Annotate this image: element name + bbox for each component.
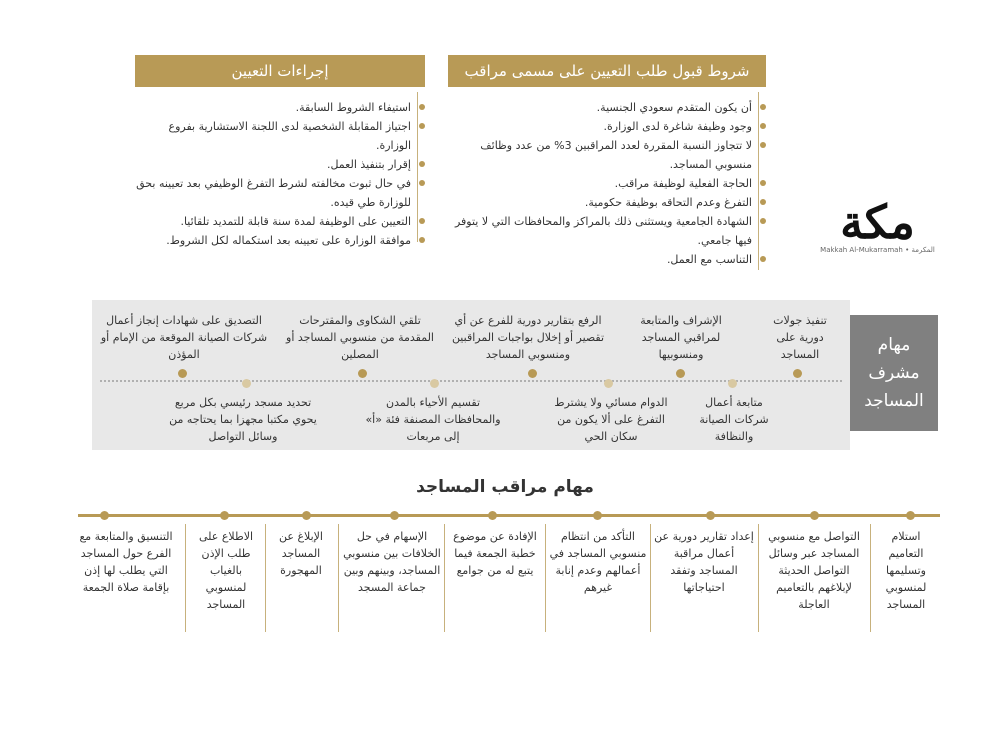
supervisor-top-dot: [178, 369, 187, 378]
supervisor-bottom-dot: [242, 379, 251, 388]
procedures-list: [135, 98, 425, 250]
conditions-item: أن يكون المتقدم سعودي الجنسية.: [448, 98, 766, 117]
supervisor-bottom-item: متابعة أعمال شركات الصيانة والنظافة: [699, 396, 769, 443]
logo-main: مكة: [840, 195, 915, 249]
monitor-separator: [338, 524, 339, 632]
monitor-separator: [758, 524, 759, 632]
procedures-item: في حال ثبوت مخالفته لشرط التفرغ الوظيفي بعد تعيينه بحق للوزارة طي قيده.: [135, 174, 425, 212]
supervisor-bottom-item: تقسيم الأحياء بالمدن والمحافظات المصنفة فئة «أ» إلى مربعات: [365, 396, 501, 443]
monitor-item: الإفادة عن موضوع خطبة الجمعة فيما يتبع له من جوامع: [453, 530, 537, 577]
monitor-dot: [593, 511, 602, 520]
supervisor-top-item: تلقي الشكاوى والمقترحات المقدمة من منسوبي المساجد أو المصلين: [286, 314, 434, 361]
supervisor-top-dot: [528, 369, 537, 378]
supervisor-bottom-item: الدوام مسائي ولا يشترط التفرغ على ألا يكون من سكان الحي: [554, 396, 668, 443]
supervisor-title: مهام مشرف المساجد: [864, 335, 924, 411]
monitor-dot: [810, 511, 819, 520]
monitor-separator: [545, 524, 546, 632]
conditions-list: [448, 98, 766, 269]
conditions-item: الحاجة الفعلية لوظيفة مراقب.: [448, 174, 766, 193]
procedures-item: إقرار بتنفيذ العمل.: [135, 155, 425, 174]
conditions-item: الشهادة الجامعية ويستثنى ذلك بالمراكز والمحافظات التي لا يتوفر فيها جامعي.: [448, 212, 766, 250]
conditions-header: شروط قبول طلب التعيين على مسمى مراقب: [448, 55, 766, 87]
supervisor-top-dot: [793, 369, 802, 378]
monitor-dot: [100, 511, 109, 520]
monitor-dot: [906, 511, 915, 520]
procedures-header: إجراءات التعيين: [135, 55, 425, 87]
supervisor-top-dot: [676, 369, 685, 378]
supervisor-top-item: تنفيذ جولات دورية على المساجد: [773, 314, 827, 361]
supervisor-title-box: [850, 315, 938, 431]
monitor-item: التأكد من انتظام منسوبي المساجد في أعمالهم وعدم إنابة غيرهم: [549, 530, 647, 594]
monitor-dot: [706, 511, 715, 520]
conditions-item: وجود وظيفة شاغرة لدى الوزارة.: [448, 117, 766, 136]
monitor-separator: [265, 524, 266, 632]
supervisor-bottom-dot: [728, 379, 737, 388]
monitor-item: الإبلاغ عن المساجد المهجورة: [279, 530, 323, 577]
monitor-item: إعداد تقارير دورية عن أعمال مراقبة المساجد وتفقد احتياجاتها: [654, 530, 754, 594]
monitor-item: الاطلاع على طلب الإذن بالغياب لمنسوبي المساجد: [198, 530, 254, 611]
logo-sub: Makkah Al-Mukarramah • المكرمة: [820, 246, 935, 254]
monitor-item: التواصل مع منسوبي المساجد عبر وسائل التواصل الحديثة لإبلاغهم بالتعاميم العاجلة: [768, 530, 860, 611]
monitor-item: استلام التعاميم وتسليمها لمنسوبي المساجد: [885, 530, 927, 611]
monitor-dot: [390, 511, 399, 520]
supervisor-top-item: التصديق على شهادات إنجاز أعمال شركات الصيانة الموقعة من الإمام أو المؤذن: [100, 314, 268, 361]
supervisor-bottom-dot: [430, 379, 439, 388]
monitor-item: الإسهام في حل الخلافات بين منسوبي المساجد، وبينهم وبين جماعة المسجد: [343, 530, 441, 594]
procedures-item: موافقة الوزارة على تعيينه بعد استكماله لكل الشروط.: [135, 231, 425, 250]
supervisor-bottom-dot: [604, 379, 613, 388]
monitor-title: مهام مراقب المساجد: [416, 477, 594, 497]
procedures-item: التعيين على الوظيفة لمدة سنة قابلة للتمديد تلقائيا.: [135, 212, 425, 231]
monitor-separator: [185, 524, 186, 632]
supervisor-top-item: الإشراف والمتابعة لمراقبي المساجد ومنسوبيها: [640, 314, 722, 361]
monitor-dot: [488, 511, 497, 520]
procedures-item: استيفاء الشروط السابقة.: [135, 98, 425, 117]
conditions-item: لا تتجاوز النسبة المقررة لعدد المراقبين 3% من عدد وظائف منسوبي المساجد.: [448, 136, 766, 174]
supervisor-top-item: الرفع بتقارير دورية للفرع عن أي تقصير أو إخلال بواجبات المراقبين ومنسوبي المساجد: [451, 314, 605, 361]
procedures-item: اجتياز المقابلة الشخصية لدى اللجنة الاستشارية بفروع الوزارة.: [135, 117, 425, 155]
monitor-separator: [444, 524, 445, 632]
monitor-separator: [870, 524, 871, 632]
monitor-separator: [650, 524, 651, 632]
supervisor-bottom-item: تحديد مسجد رئيسي بكل مربع يحوي مكتبا مجهزا بما يحتاجه من وسائل التواصل: [169, 396, 317, 443]
conditions-item: التناسب مع العمل.: [448, 250, 766, 269]
supervisor-top-dot: [358, 369, 367, 378]
monitor-dot: [220, 511, 229, 520]
logo: [815, 195, 940, 260]
conditions-item: التفرغ وعدم التحاقه بوظيفة حكومية.: [448, 193, 766, 212]
monitor-item: التنسيق والمتابعة مع الفرع حول المساجد التي يطلب لها إذن بإقامة صلاة الجمعة: [79, 530, 173, 594]
monitor-dot: [302, 511, 311, 520]
